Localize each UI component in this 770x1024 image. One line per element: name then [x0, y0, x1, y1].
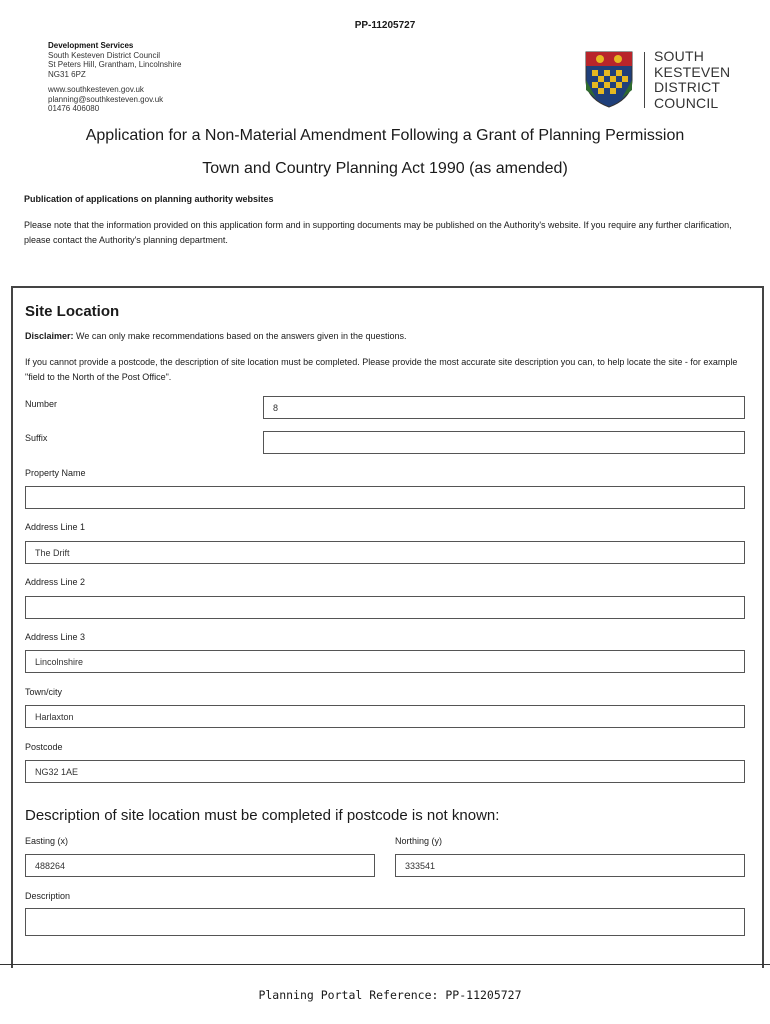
org-line-email: planning@southkesteven.gov.uk	[48, 94, 164, 104]
description-label: Description	[25, 891, 71, 901]
address-line-1-field[interactable]: The Drift	[25, 541, 745, 564]
northing-field[interactable]: 333541	[395, 854, 745, 877]
form-act-title: Town and Country Planning Act 1990 (as amended)	[202, 160, 568, 177]
postcode-label: Postcode	[25, 742, 63, 752]
logo-text-line: COUNCIL	[654, 94, 719, 111]
property-name-field[interactable]	[25, 486, 745, 509]
disclaimer	[25, 331, 407, 341]
northing-label: Northing (y)	[395, 836, 443, 846]
site-location-intro: If you cannot provide a postcode, the description of site location must be completed. Please provide the most accurate site description you can, to help locate the site - for example "field to the North of the Post Office".	[25, 357, 738, 382]
easting-field[interactable]: 488264	[25, 854, 375, 877]
address-line-3-field[interactable]: Lincolnshire	[25, 650, 745, 673]
suffix-field[interactable]	[263, 431, 745, 454]
org-line-council: South Kesteven District Council	[48, 50, 161, 60]
publication-heading: Publication of applications on planning authority websites	[24, 194, 274, 204]
description-field[interactable]	[25, 908, 745, 936]
postcode-field[interactable]: NG32 1AE	[25, 760, 745, 783]
number-label: Number	[25, 399, 58, 409]
council-address-block	[48, 41, 181, 114]
org-line-postcode: NG31 6PZ	[48, 69, 86, 79]
form-title: Application for a Non-Material Amendment Following a Grant of Planning Permission	[85, 127, 685, 144]
application-reference: PP-11205727	[354, 20, 416, 31]
number-field[interactable]: 8	[263, 396, 745, 419]
town-label: Town/city	[25, 687, 63, 697]
address-line-2-field[interactable]	[25, 596, 745, 619]
logo-text-line: KESTEVEN	[654, 63, 731, 80]
town-field[interactable]: Harlaxton	[25, 705, 745, 728]
disclaimer-label: Disclaimer:	[25, 331, 74, 341]
address-line-2-label: Address Line 2	[25, 577, 86, 587]
page-divider	[0, 964, 770, 965]
org-line-phone: 01476 406080	[48, 104, 100, 113]
easting-label: Easting (x)	[25, 836, 69, 846]
council-name	[654, 49, 730, 111]
logo-text-line: SOUTH	[654, 48, 704, 64]
footer-reference: Planning Portal Reference: PP-11205727	[258, 988, 522, 1002]
org-line-website: www.southkesteven.gov.uk	[48, 85, 144, 94]
address-line-1-label: Address Line 1	[25, 522, 86, 532]
coat-of-arms-icon	[584, 50, 634, 108]
logo-divider	[644, 52, 645, 108]
address-line-3-label: Address Line 3	[25, 632, 86, 642]
suffix-label: Suffix	[25, 433, 48, 443]
disclaimer-text: We can only make recommendations based on the answers given in the questions.	[73, 331, 407, 341]
council-logo	[584, 46, 734, 116]
section-title: Site Location	[25, 303, 120, 320]
publication-text: Please note that the information provided on this application form and in supporting documents may be published on the Authority's website. If you require any further clarification, please contact the Authority's planning department.	[24, 220, 732, 245]
org-line-department: Development Services	[48, 41, 134, 50]
org-line-street: St Peters Hill, Grantham, Lincolnshire	[48, 60, 182, 69]
property-name-label: Property Name	[25, 468, 86, 478]
site-description-heading: Description of site location must be completed if postcode is not known:	[25, 807, 500, 824]
logo-text-line: DISTRICT	[654, 79, 721, 95]
